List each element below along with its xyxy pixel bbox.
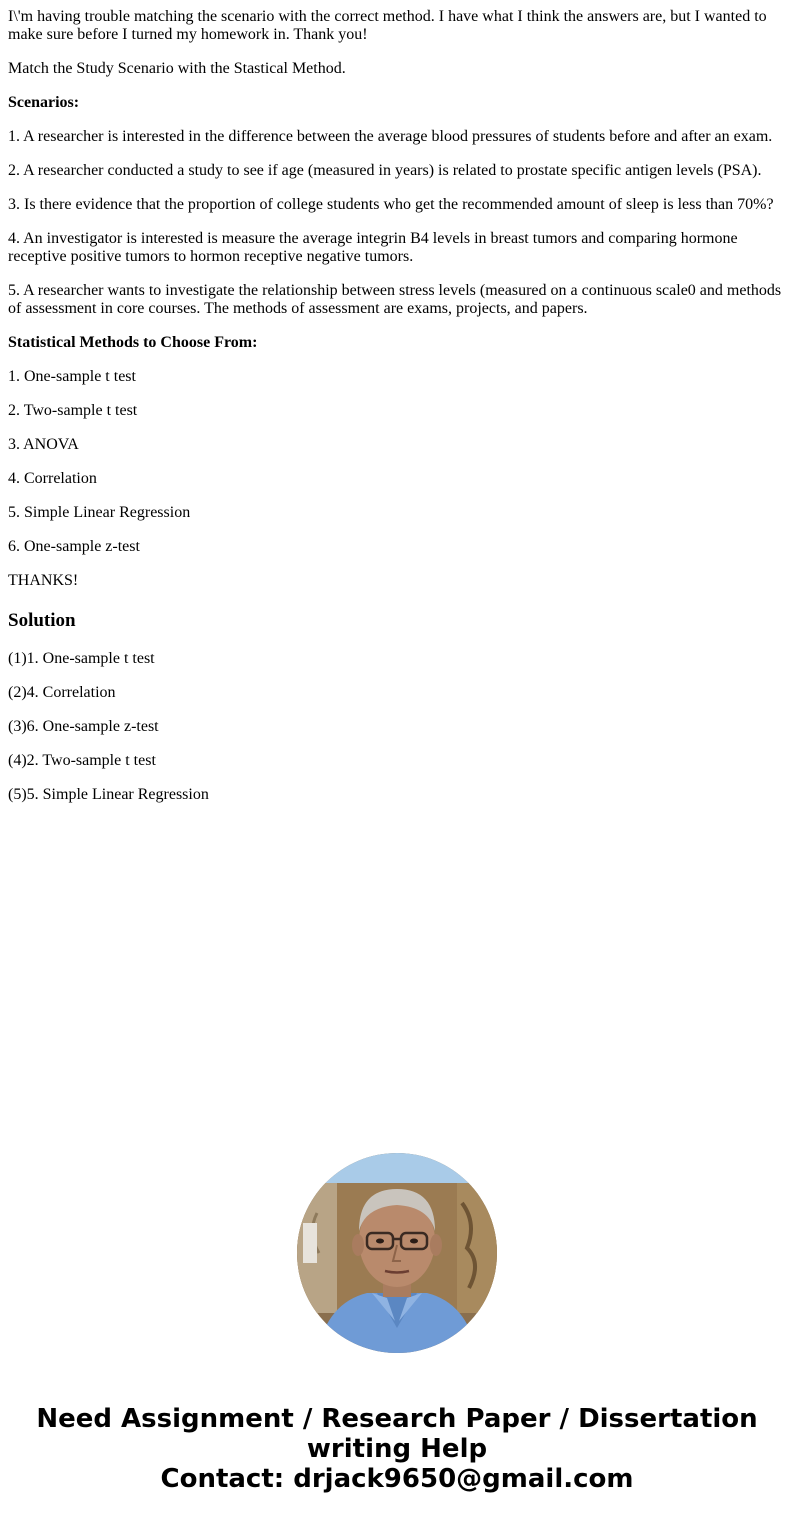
tutor-avatar bbox=[297, 1153, 497, 1353]
scenario-item: 3. Is there evidence that the proportion of college students who get the recommended amount of sleep is less than 70%? bbox=[8, 196, 774, 213]
tutor-portrait-icon bbox=[297, 1153, 497, 1353]
scenario-item: 2. A researcher conducted a study to see if age (measured in years) is related to prostate specific antigen levels (PSA). bbox=[8, 162, 762, 179]
scenario-item: 1. A researcher is interested in the difference between the average blood pressures of students before and after an exam. bbox=[8, 128, 773, 145]
scenario-item: 4. An investigator is interested is measure the average integrin B4 levels in breast tumors and comparing hormone receptive positive tumors to hormon receptive negative tumors. bbox=[8, 230, 738, 265]
answer-item: (4)2. Two-sample t test bbox=[8, 752, 156, 769]
answer-item: (5)5. Simple Linear Regression bbox=[8, 786, 209, 803]
method-item: 2. Two-sample t test bbox=[8, 402, 138, 419]
promo-line-1: Need Assignment / Research Paper / Dissertation bbox=[36, 1404, 758, 1434]
post-content bbox=[8, 8, 786, 820]
answer-item: (3)6. One-sample z-test bbox=[8, 718, 159, 735]
method-item: 3. ANOVA bbox=[8, 436, 79, 453]
method-item: 5. Simple Linear Regression bbox=[8, 504, 191, 521]
question-intro: I\'m having trouble matching the scenario with the correct method. I have what I think the answers are, but I wanted to make sure before I turned my homework in. Thank you! bbox=[8, 8, 767, 43]
answer-item: (1)1. One-sample t test bbox=[8, 650, 155, 667]
promo-contact: Contact: drjack9650@gmail.com bbox=[160, 1464, 634, 1494]
method-item: 1. One-sample t test bbox=[8, 368, 136, 385]
promo-line-2: writing Help bbox=[306, 1434, 488, 1464]
question-instruction: Match the Study Scenario with the Stastical Method. bbox=[8, 60, 346, 77]
method-item: 4. Correlation bbox=[8, 470, 97, 487]
promo-banner bbox=[0, 1404, 794, 1494]
answer-item: (2)4. Correlation bbox=[8, 684, 116, 701]
methods-heading: Statistical Methods to Choose From: bbox=[8, 334, 258, 351]
method-item: 6. One-sample z-test bbox=[8, 538, 140, 555]
closing-text: THANKS! bbox=[8, 572, 79, 589]
scenarios-heading: Scenarios: bbox=[8, 94, 80, 111]
solution-heading: Solution bbox=[8, 610, 76, 631]
scenario-item: 5. A researcher wants to investigate the relationship between stress levels (measured on a continuous scale0 and methods of assessment in core courses. The methods of assessment are exams, projects, and papers. bbox=[8, 282, 782, 317]
